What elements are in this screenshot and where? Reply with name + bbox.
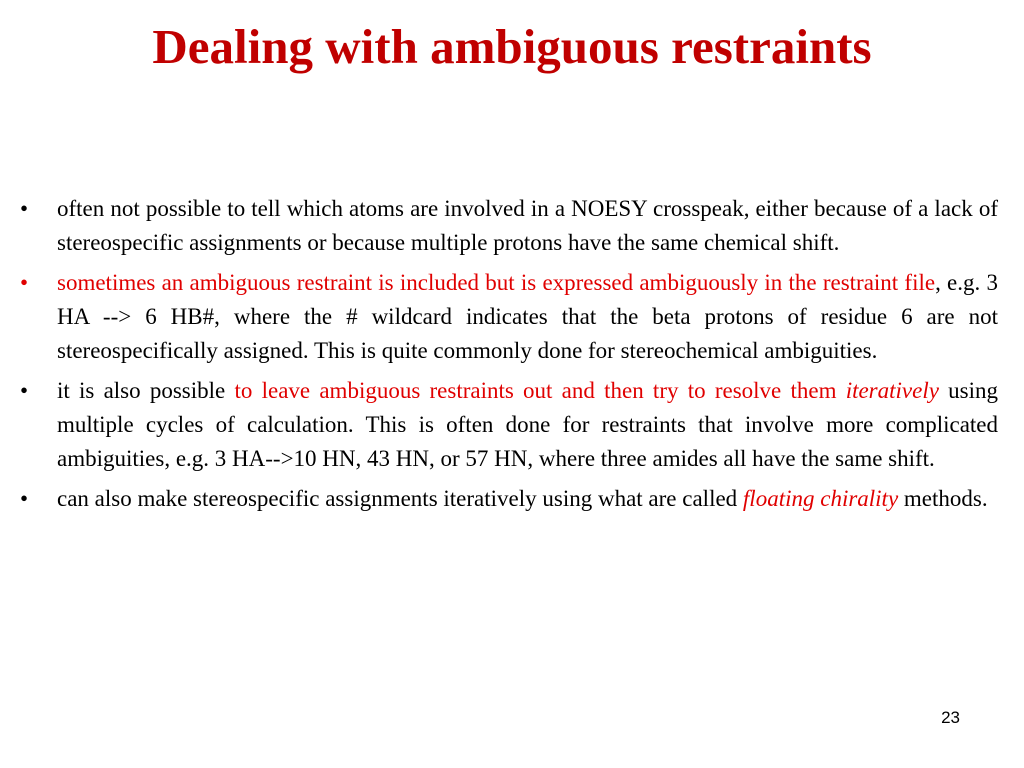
highlighted-text: to leave ambiguous restraints out and then try to resolve them [234, 378, 846, 403]
slide-title: Dealing with ambiguous restraints [152, 19, 872, 74]
bullet-item-4 [20, 482, 998, 516]
bullet-text: , e.g. 3 HA --> 6 HB#, where the # wildcard indicates that the beta protons of residue 6 are not stereospecifically assigned. This is quite commonly done for stereochemical ambiguities. [57, 270, 998, 363]
bullet-text: it is also possible [57, 378, 235, 403]
bullet-text: can also make stereospecific assignments iteratively using what are called [57, 486, 743, 511]
bullet-symbol: • [20, 486, 29, 511]
bullet-item-1 [20, 192, 998, 260]
bullet-text: often not possible to tell which atoms are involved in a NOESY crosspeak, either because of a lack of stereospecific assignments or because multiple protons have the same chemical shift. [57, 196, 998, 255]
bullet-text: using multiple cycles of calculation. This is often done for restraints that involve more complicated ambiguities, e.g. 3 HA-->10 HN, 43 HN, or 57 HN, where three amides all have the same shift. [57, 378, 999, 471]
bullet-symbol: • [20, 378, 29, 403]
bullet-item-2 [20, 266, 998, 368]
bullet-item-3 [20, 374, 998, 476]
highlighted-italic-text: floating chirality [742, 486, 899, 511]
page-number: 23 [941, 708, 960, 727]
highlighted-text: sometimes an ambiguous restraint is included but is expressed ambiguously in the restraint file [57, 270, 936, 295]
bullet-symbol: • [20, 270, 29, 295]
highlighted-italic-text: iteratively [845, 378, 939, 403]
bullet-text: methods. [898, 486, 988, 511]
bullet-list [20, 192, 998, 522]
bullet-symbol: • [20, 196, 29, 221]
